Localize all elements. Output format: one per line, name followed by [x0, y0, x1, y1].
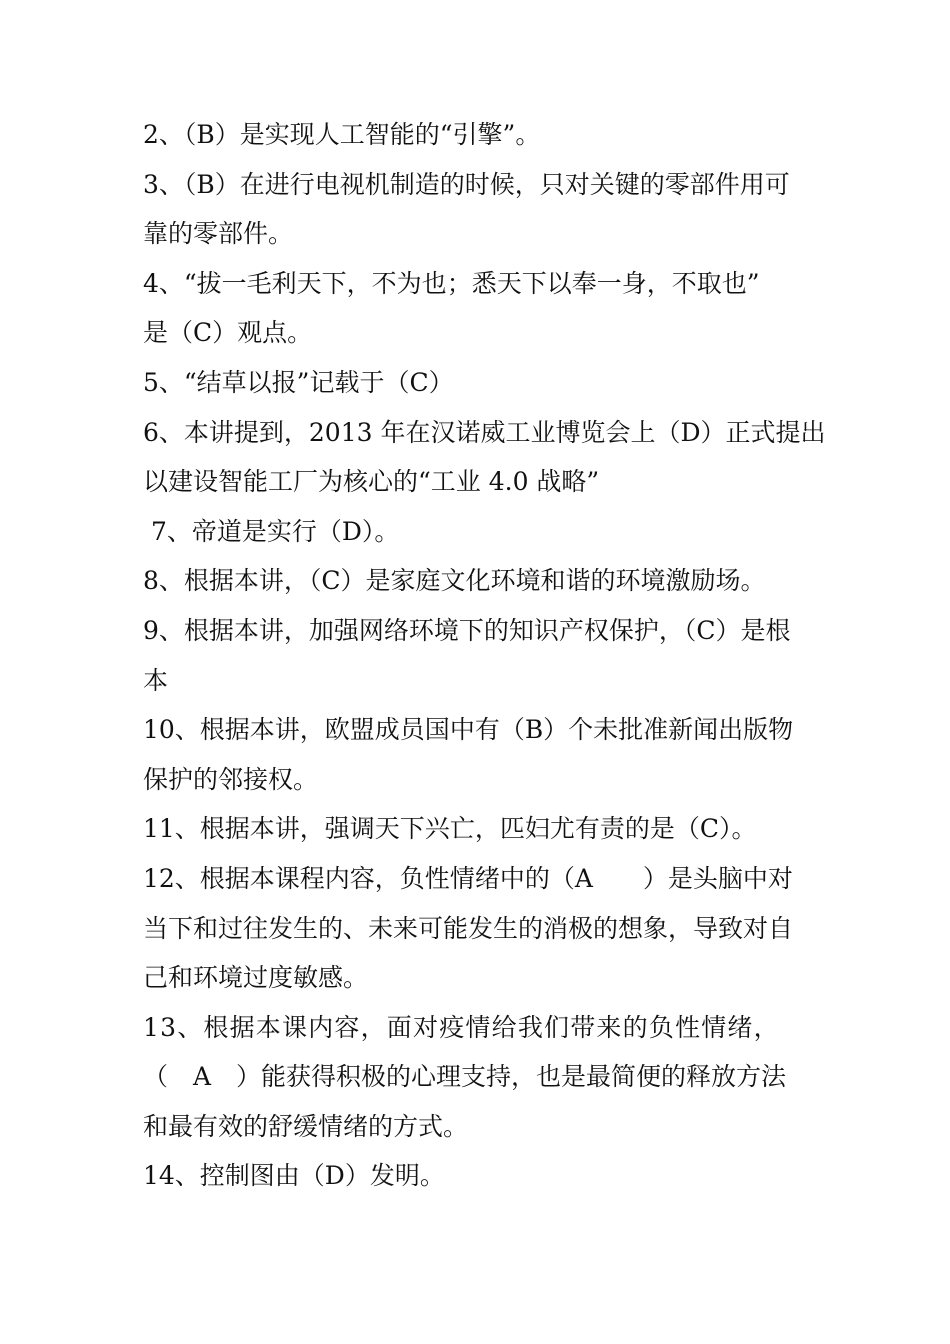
question-3-line-1: 3、（B）在进行电视机制造的时候，只对关键的零部件用可	[143, 169, 790, 199]
question-13-line-2: （ A ）能获得积极的心理支持，也是最简便的释放方法	[143, 1062, 787, 1092]
question-10-line-1: 10、根据本讲，欧盟成员国中有（B）个未批准新闻出版物	[143, 715, 794, 745]
question-list	[143, 110, 826, 1201]
question-2-line: 2、（B）是实现人工智能的“引擎”。	[143, 120, 541, 149]
question-7-line: 7、帝道是实行（D）。	[143, 516, 400, 546]
question-12-line-1: 12、根据本课程内容，负性情绪中的（A ）是头脑中对	[143, 863, 793, 893]
question-6-line-2: 以建设智能工厂为核心的“工业 4.0 战略”	[143, 467, 600, 497]
question-13-line-1: 13、根据本课内容，面对疫情给我们带来的负性情绪，	[143, 1012, 780, 1042]
question-4-line-1: 4、“拔一毛利天下，不为也；悉天下以奉一身，不取也”	[143, 268, 760, 298]
question-4-line-2: 是（C）观点。	[143, 318, 313, 348]
question-14-line: 14、控制图由（D）发明。	[143, 1161, 445, 1191]
question-6-line-1: 6、本讲提到，2013 年在汉诺威工业博览会上（D）正式提出	[143, 417, 826, 447]
question-9-line-2: 本	[143, 665, 169, 695]
question-3-line-2: 靠的零部件。	[143, 219, 294, 249]
question-12-line-2: 当下和过往发生的、未来可能发生的消极的想象，导致对自	[143, 913, 794, 943]
question-8-line: 8、根据本讲，（C）是家庭文化环境和谐的环境激励场。	[143, 566, 766, 596]
question-5-line: 5、“结草以报”记载于（C）	[143, 367, 454, 397]
question-12-line-3: 己和环境过度敏感。	[143, 963, 369, 993]
question-11-line: 11、根据本讲，强调天下兴亡，匹妇尤有责的是（C）。	[143, 814, 757, 844]
question-10-line-2: 保护的邻接权。	[143, 764, 319, 794]
question-13-line-3: 和最有效的舒缓情绪的方式。	[143, 1111, 469, 1141]
question-9-line-1: 9、根据本讲，加强网络环境下的知识产权保护，（C）是根	[143, 615, 791, 645]
